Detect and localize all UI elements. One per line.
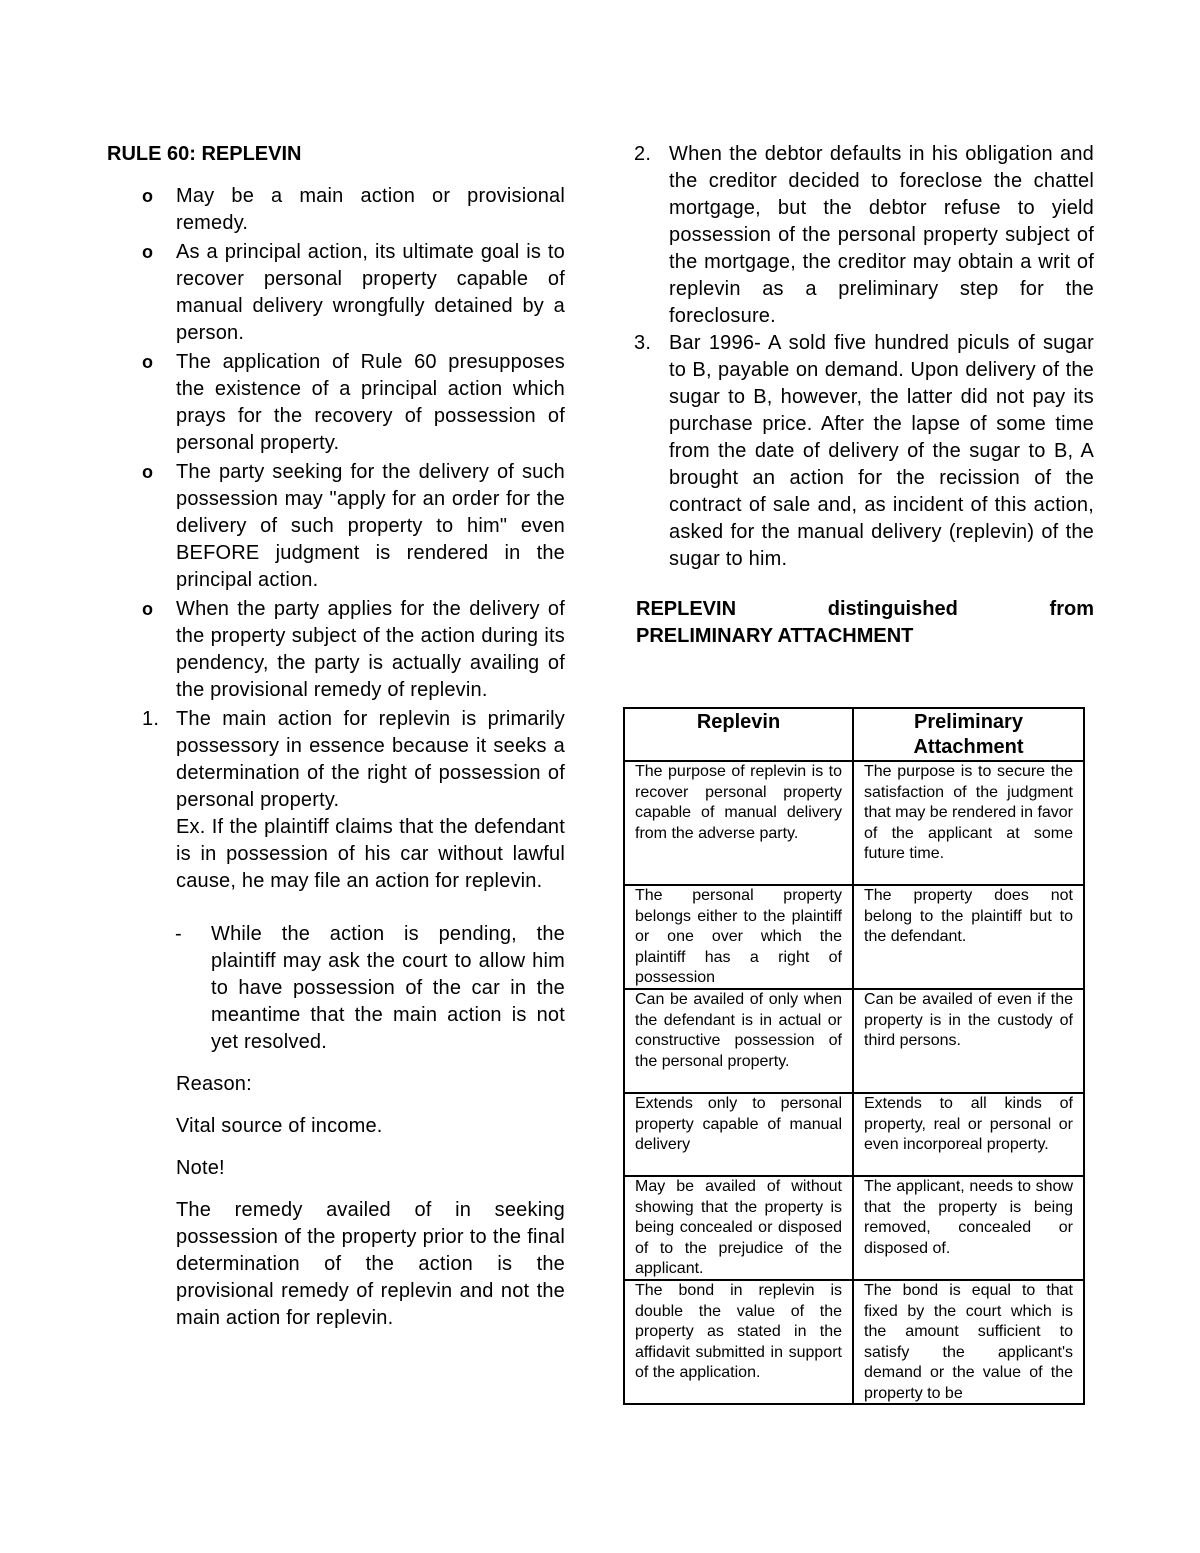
bullet-item (107, 349, 565, 457)
table-row (624, 989, 1084, 1093)
reason-label: Reason: (176, 1073, 252, 1095)
heading-word: REPLEVIN (636, 598, 737, 620)
heading-line-2: PRELIMINARY ATTACHMENT (636, 625, 914, 647)
cell-text: The applicant, needs to show that the property is being removed, concealed or disposed of. (864, 1178, 1073, 1257)
table-row (624, 1176, 1084, 1280)
cell-text: The bond is equal to that fixed by the court which is the amount sufficient to satisfy the applicant's demand or the value of the property to be (864, 1282, 1073, 1402)
numbered-item-1 (107, 706, 565, 895)
dash-marker: - (175, 923, 182, 945)
bullet-item (107, 596, 565, 704)
column-header-attachment: Preliminary Attachment (853, 708, 1084, 761)
table-cell (624, 885, 853, 989)
note-label: Note! (176, 1157, 225, 1179)
cell-text: Can be availed of even if the property is in the custody of third persons. (864, 991, 1073, 1049)
cell-text: Can be availed of only when the defendant is in actual or constructive possession of the personal property. (635, 991, 842, 1070)
reason-text: Vital source of income. (176, 1115, 383, 1137)
table-row (624, 1280, 1084, 1404)
heading-word: distinguished (827, 598, 958, 620)
comparison-heading (636, 596, 1094, 650)
cell-text: May be availed of without showing that the property is being concealed or disposed of to the prejudice of the applicant. (635, 1178, 842, 1277)
bullet-item (107, 459, 565, 594)
bullet-item (107, 183, 565, 237)
example-text: Ex. If the plaintiff claims that the defendant is in possession of his car without lawful cause, he may file an action for replevin. (176, 816, 565, 892)
table-row (624, 885, 1084, 989)
note-text: The remedy availed of in seeking possession of the property prior to the final determination of the action is the provisional remedy of replevin and not the main action for replevin. (176, 1199, 565, 1329)
cell-text: Extends only to personal property capable of manual delivery (635, 1095, 842, 1153)
table-cell (624, 761, 853, 885)
numbered-item-2 (600, 141, 1094, 330)
cell-text: The purpose of replevin is to recover personal property capable of manual delivery from the adverse party. (635, 763, 842, 842)
bullet-text: May be a main action or provisional remedy. (176, 185, 565, 234)
cell-text: The bond in replevin is double the value of the property as stated in the affidavit submitted in support of the application. (635, 1282, 842, 1381)
bullet-marker: o (142, 186, 154, 206)
heading-line-1 (636, 596, 1094, 623)
table-cell (853, 885, 1084, 989)
bullet-text: When the party applies for the delivery of the property subject of the action during its pendency, the party is actually availing of the provisional remedy of replevin. (176, 598, 565, 701)
bullet-marker: o (142, 462, 154, 482)
left-column (107, 141, 565, 1332)
table-cell (853, 1280, 1084, 1404)
bullet-item (107, 239, 565, 347)
item-text: The main action for replevin is primarily possessory in essence because it seeks a determination of the right of possession of personal property. (176, 708, 565, 811)
right-column (636, 141, 1094, 650)
bullet-marker: o (142, 352, 154, 372)
table-cell (853, 761, 1084, 885)
item-number: 3. (634, 332, 652, 354)
item-number: 1. (142, 708, 160, 730)
bullet-list (107, 183, 565, 704)
numbered-list (107, 706, 565, 895)
bullet-marker: o (142, 599, 154, 619)
table-header-row (624, 708, 1084, 761)
table-row (624, 1093, 1084, 1176)
bullet-text: The application of Rule 60 presupposes the existence of a principal action which prays for the recovery of possession of personal property. (176, 351, 565, 454)
table-cell (624, 1093, 853, 1176)
numbered-item-3 (600, 330, 1094, 573)
item-number: 2. (634, 143, 652, 165)
table-cell (624, 989, 853, 1093)
bullet-text: The party seeking for the delivery of such possession may "apply for an order for the delivery of such property to him" even BEFORE judgment is rendered in the principal action. (176, 461, 565, 591)
cell-text: The property does not belong to the plaintiff but to the defendant. (864, 887, 1073, 945)
table-cell (853, 989, 1084, 1093)
table-row (624, 761, 1084, 885)
item-text: When the debtor defaults in his obligation and the creditor decided to foreclose the chattel mortgage, but the debtor refuse to yield possession of the personal property subject of the mortgage, the creditor may obtain a writ of replevin as a preliminary step for the foreclosure. (669, 143, 1094, 327)
bullet-text: As a principal action, its ultimate goal is to recover personal property capable of manual delivery wrongfully detained by a person. (176, 241, 565, 344)
rule-title: RULE 60: REPLEVIN (107, 143, 302, 165)
cell-text: The personal property belongs either to the plaintiff or one over which the plaintiff has a right of possession (635, 887, 842, 986)
table-cell (853, 1176, 1084, 1280)
numbered-list-continued (600, 141, 1094, 573)
column-header-replevin: Replevin (624, 708, 853, 761)
cell-text: The purpose is to secure the satisfaction of the judgment that may be rendered in favor of the applicant at some future time. (864, 763, 1073, 862)
comparison-table (623, 707, 1085, 1405)
table-cell (624, 1280, 853, 1404)
heading-word: from (1049, 598, 1094, 620)
table-cell (624, 1176, 853, 1280)
dash-item (107, 921, 565, 1056)
bullet-marker: o (142, 242, 154, 262)
cell-text: Extends to all kinds of property, real or personal or even incorporeal property. (864, 1095, 1073, 1153)
dash-text: While the action is pending, the plaintiff may ask the court to allow him to have possession of the car in the meantime that the main action is not yet resolved. (211, 923, 565, 1053)
table-cell (853, 1093, 1084, 1176)
item-text: Bar 1996- A sold five hundred piculs of sugar to B, payable on demand. Upon delivery of the sugar to B, however, the latter did not pay its purchase price. After the lapse of some time from the date of delivery of the sugar to B, A brought an action for the recission of the contract of sale and, as incident of this action, asked for the manual delivery (replevin) of the sugar to him. (669, 332, 1094, 570)
